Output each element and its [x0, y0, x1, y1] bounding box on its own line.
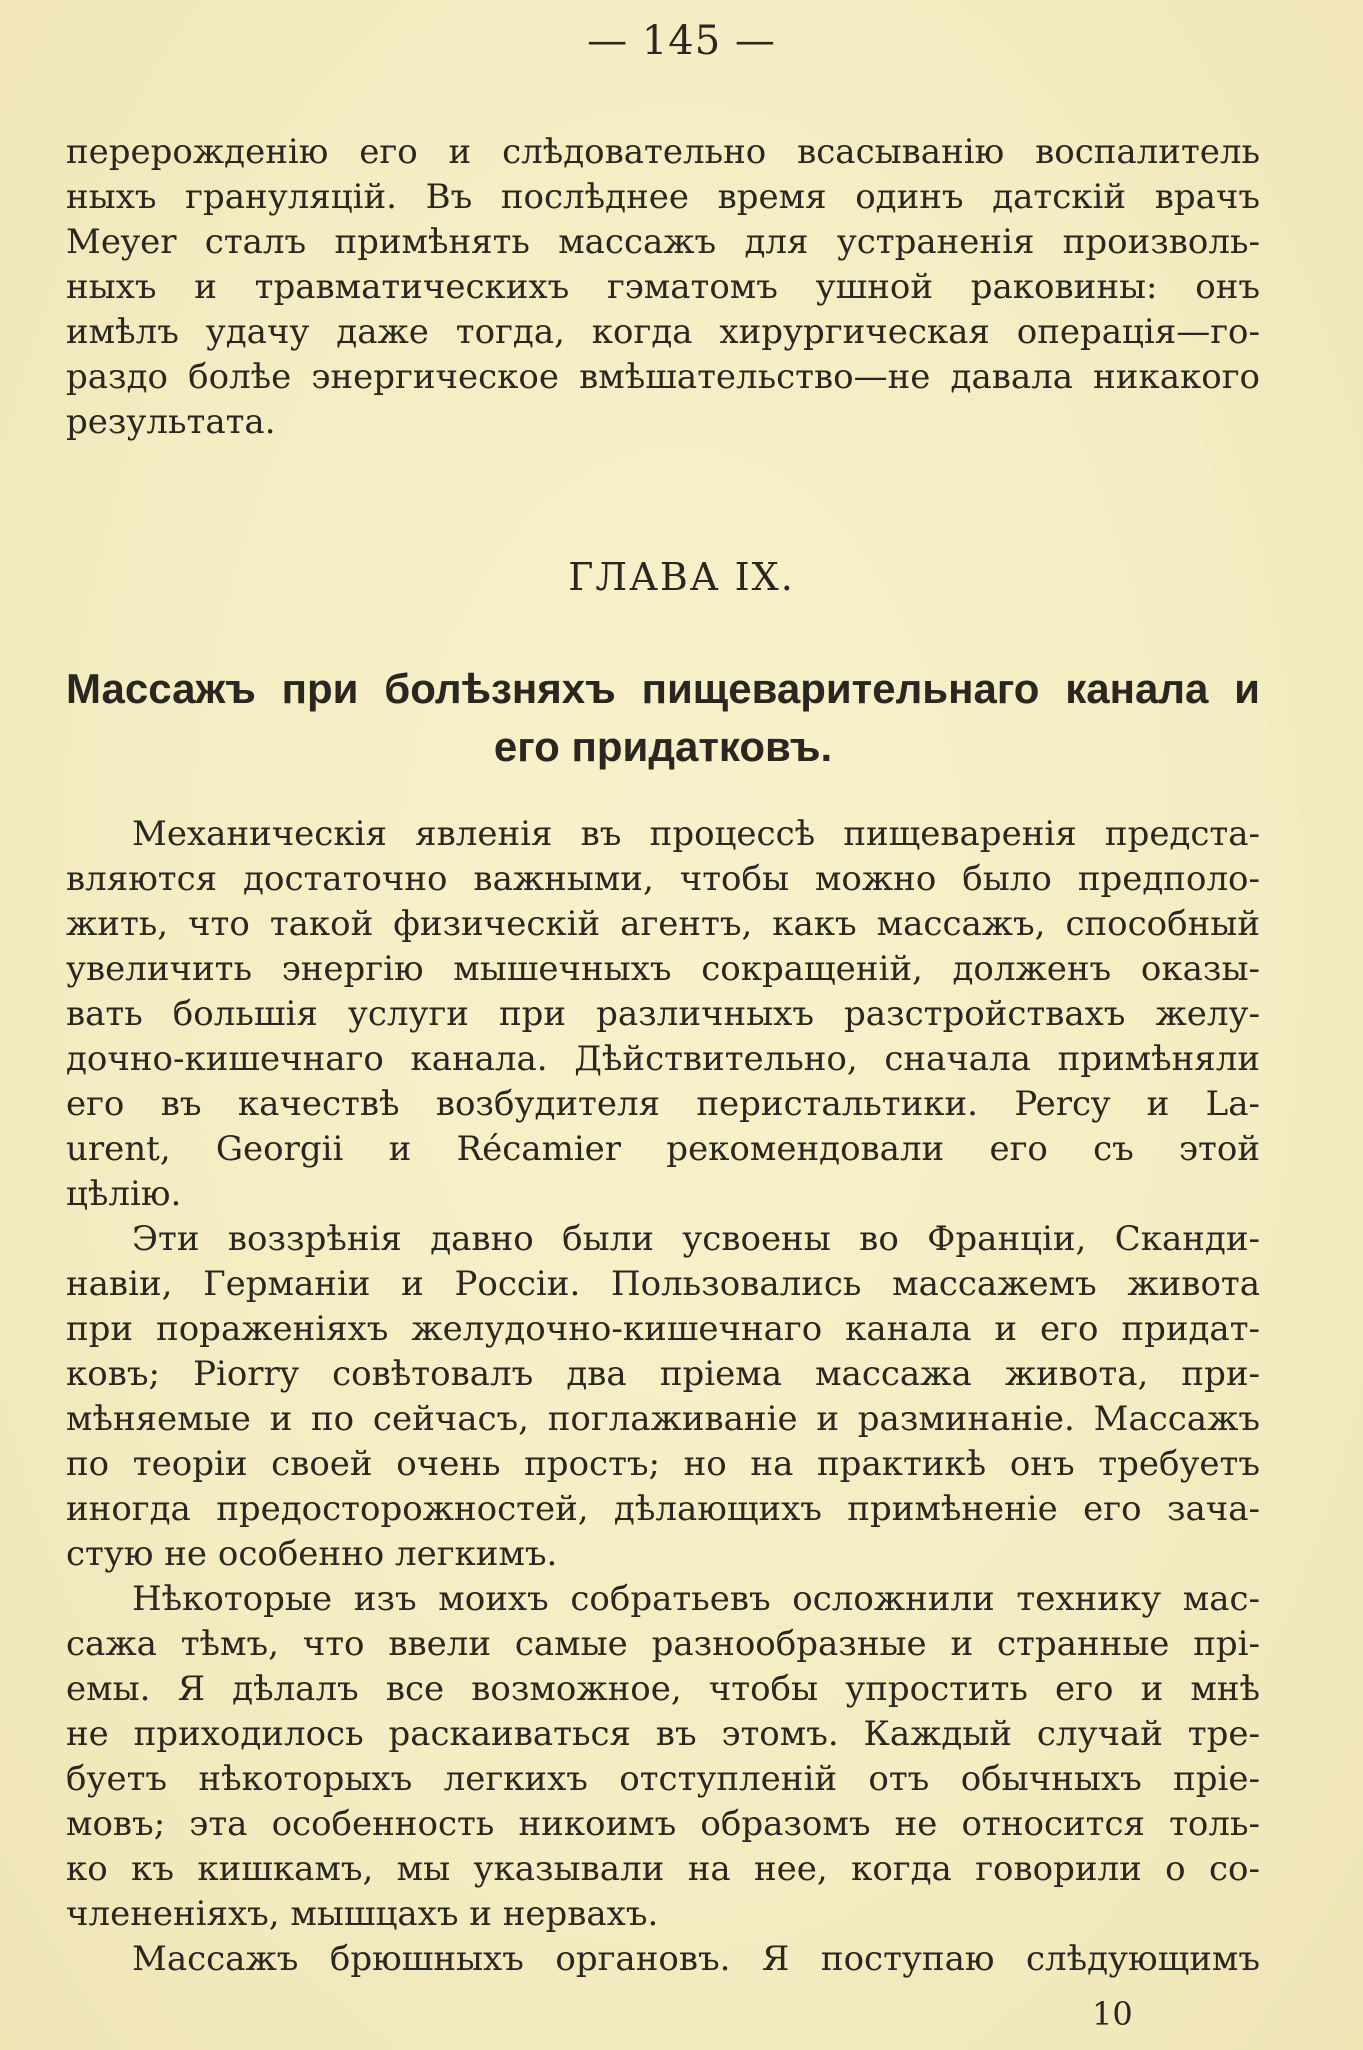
text-line: жить, что такой физическій агентъ, какъ массажъ, способный [66, 904, 1260, 944]
text-line: результата. [66, 402, 276, 442]
text-line: мѣняемые и по сейчасъ, поглаживаніе и разминаніе. Массажъ [66, 1399, 1260, 1439]
text-line: ныхъ и травматическихъ гэматомъ ушной раковины: онъ [66, 267, 1260, 307]
text-line: мовъ; эта особенность никоимъ образомъ не относится толь- [66, 1804, 1260, 1844]
text-line: члененіяхъ, мышцахъ и нервахъ. [66, 1894, 659, 1934]
text-line: дочно-кишечнаго канала. Дѣйствительно, сначала примѣняли [66, 1039, 1260, 1079]
text-line: увеличить энергію мышечныхъ сокращеній, долженъ оказы- [66, 949, 1260, 989]
text-line: емы. Я дѣлалъ все возможное, чтобы упростить его и мнѣ [66, 1669, 1260, 1709]
page-number: — 145 — [587, 18, 776, 64]
text-line: ныхъ грануляцій. Въ послѣднее время одинъ датскій врачъ [66, 177, 1260, 217]
text-line: urent, Georgii и Récamier рекомендовали его съ этой [66, 1129, 1260, 1169]
text-line: не приходилось раскаиваться въ этомъ. Каждый случай тре- [66, 1714, 1260, 1754]
text-line: Meyer сталъ примѣнять массажъ для устраненія произволь- [66, 222, 1260, 262]
chapter-title-line: Массажъ при болѣзняхъ пищеварительнаго канала и [66, 665, 1260, 712]
text-line: имѣлъ удачу даже тогда, когда хирургическая операція—го- [66, 312, 1260, 352]
text-line: сажа тѣмъ, что ввели самые разнообразные и странные прі- [66, 1624, 1260, 1664]
text-line: Нѣкоторые изъ моихъ собратьевъ осложнили технику мас- [132, 1579, 1260, 1619]
text-line: иногда предосторожностей, дѣлающихъ примѣненіе его зача- [66, 1489, 1260, 1529]
text-line: ко къ кишкамъ, мы указывали на нее, когда говорили о со- [66, 1849, 1260, 1889]
text-line: при пораженіяхъ желудочно-кишечнаго канала и его придат- [66, 1309, 1260, 1349]
text-line: по теоріи своей очень простъ; но на практикѣ онъ требуетъ [66, 1444, 1260, 1484]
intro-paragraph [66, 130, 1260, 445]
text-line: Массажъ брюшныхъ органовъ. Я поступаю слѣдующимъ [132, 1939, 1260, 1979]
text-line: стую не особенно легкимъ. [66, 1534, 558, 1574]
text-line: перерожденію его и слѣдовательно всасыванію воспалитель [66, 132, 1260, 172]
text-line: его въ качествѣ возбудителя перистальтики. Percy и La- [66, 1084, 1260, 1124]
text-line: вать большія услуги при различныхъ разстройствахъ желу- [66, 994, 1260, 1034]
text-line: Механическія явленія въ процессѣ пищеваренія предста- [132, 814, 1260, 854]
text-line: вляются достаточно важными, чтобы можно было предполо- [66, 859, 1260, 899]
main-text [66, 812, 1260, 1982]
text-line: ковъ; Piorry совѣтовалъ два пріема массажа живота, при- [66, 1354, 1260, 1394]
chapter-label: ГЛАВА IX. [568, 555, 795, 599]
text-line: раздо болѣе энергическое вмѣшательство—не давала никакого [66, 357, 1260, 397]
text-line: цѣлію. [66, 1174, 182, 1214]
text-line: буетъ нѣкоторыхъ легкихъ отступленій отъ обычныхъ пріе- [66, 1759, 1260, 1799]
text-line: навіи, Германіи и Россіи. Пользовались массажемъ живота [66, 1264, 1260, 1304]
chapter-title [66, 660, 1260, 776]
chapter-title-line: его придатковъ. [493, 723, 833, 770]
signature-mark: 10 [1092, 1995, 1133, 2033]
text-line: Эти воззрѣнія давно были усвоены во Франціи, Сканди- [132, 1219, 1260, 1259]
